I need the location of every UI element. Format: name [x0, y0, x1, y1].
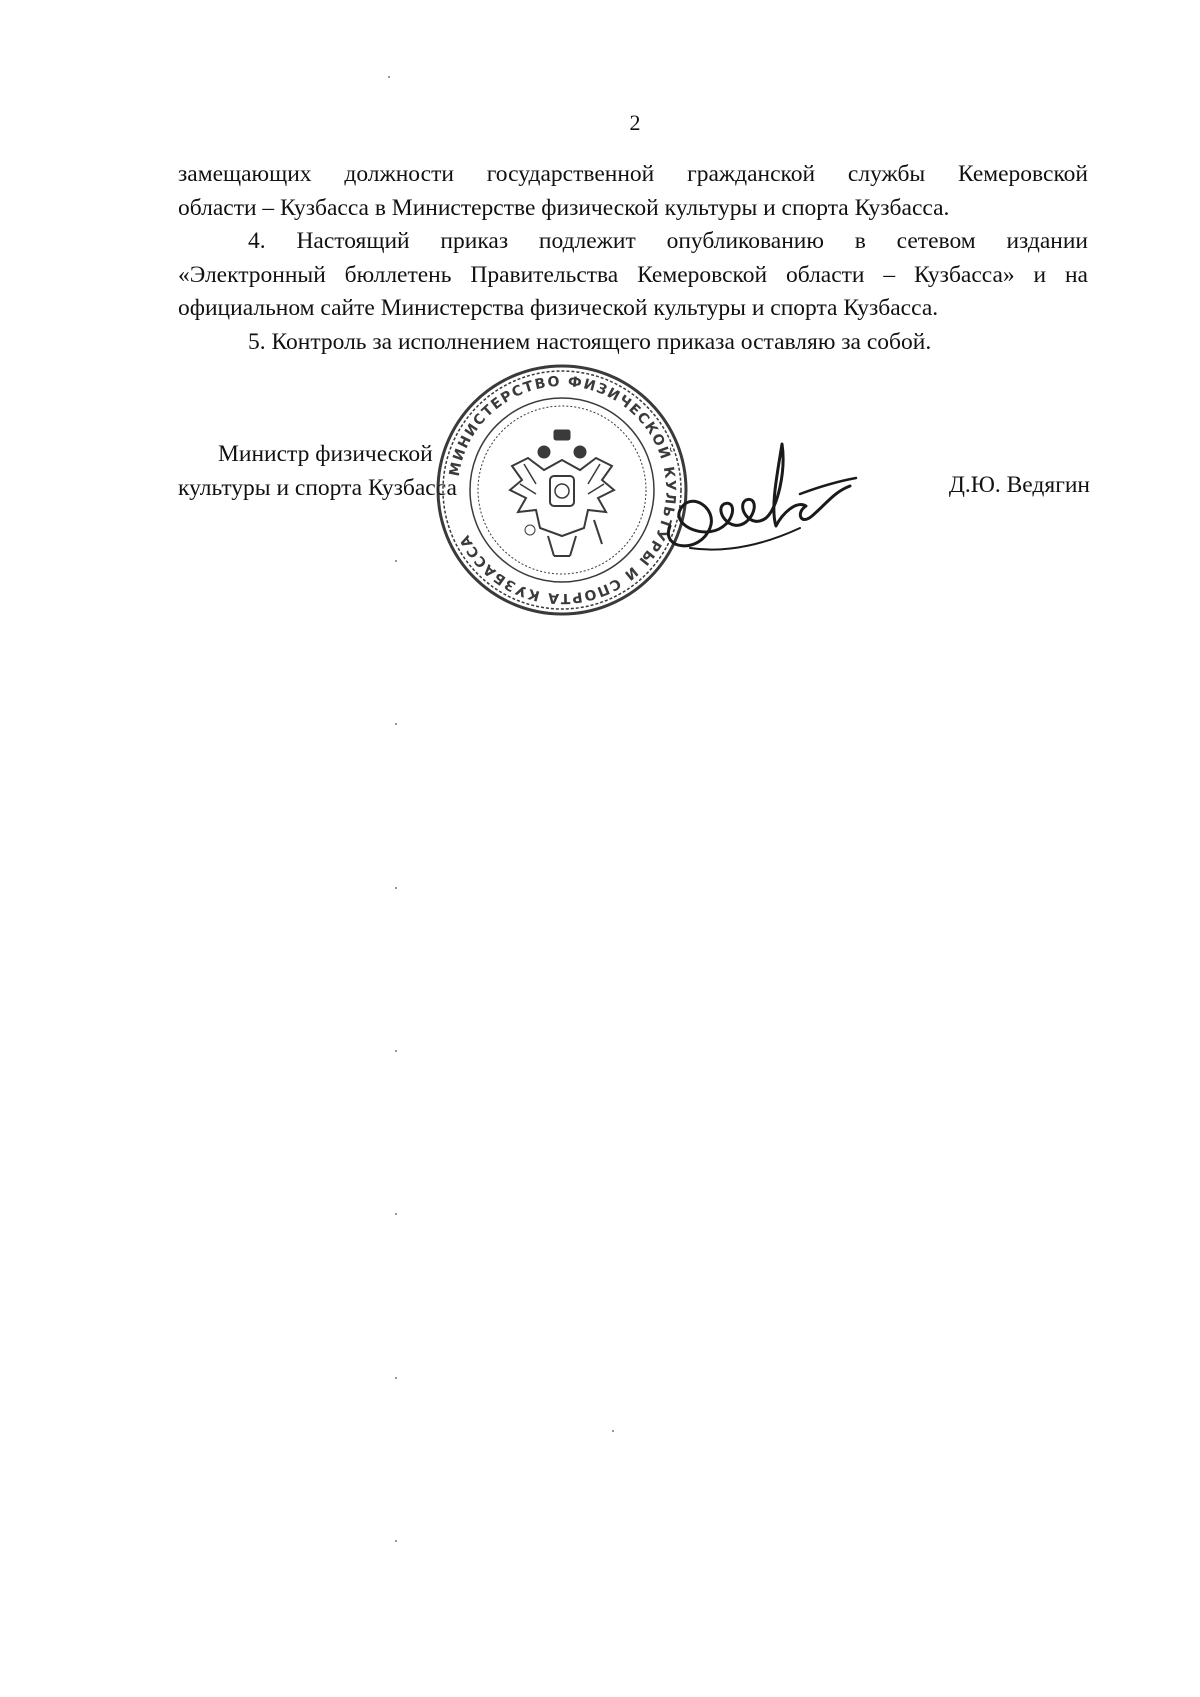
scan-speck [395, 1377, 397, 1379]
scan-speck [395, 887, 397, 889]
paragraph-5: 5. Контроль за исполнением настоящего приказа оставляю за собой. [248, 328, 932, 355]
signatory-position-line-1: Министр физической [218, 441, 433, 467]
paragraph-continued-line-1: замещающих должности государственной гражданской службы Кемеровской [178, 161, 1088, 187]
paragraph-4-line-2: «Электронный бюллетень Правительства Кемеровской области – Кузбасса» и на [178, 261, 1088, 288]
paragraph-4-line-1: 4. Настоящий приказ подлежит опубликованию в сетевом издании [248, 228, 1088, 254]
seal-outer-text: МИНИСТЕРСТВО ФИЗИЧЕСКОЙ КУЛЬТУРЫ И СПОРТА КУЗБАССА [446, 373, 679, 607]
scan-speck [395, 1050, 397, 1052]
paragraph-4-line-3: официальном сайте Министерства физической культуры и спорта Кузбасса. [178, 295, 939, 321]
paragraph-continued-line-2: области – Кузбасса в Министерстве физической культуры и спорта Кузбасса. [178, 194, 950, 221]
scan-speck [388, 76, 390, 78]
signatory-name: Д.Ю. Ведягин [948, 472, 1090, 498]
signatory-position-line-2: культуры и спорта Кузбасса [178, 474, 457, 501]
scan-speck [612, 1430, 614, 1432]
scan-speck [395, 560, 397, 562]
handwritten-signature-icon [650, 430, 860, 570]
scan-speck [395, 1540, 397, 1542]
scan-speck [395, 723, 397, 725]
scan-speck [395, 1213, 397, 1215]
signatory-position [178, 438, 457, 505]
page-number: 2 [629, 110, 641, 135]
document-body [178, 158, 1088, 359]
svg-text:МИНИСТЕРСТВО ФИЗИЧЕСКОЙ КУЛЬТУ [447, 374, 678, 606]
